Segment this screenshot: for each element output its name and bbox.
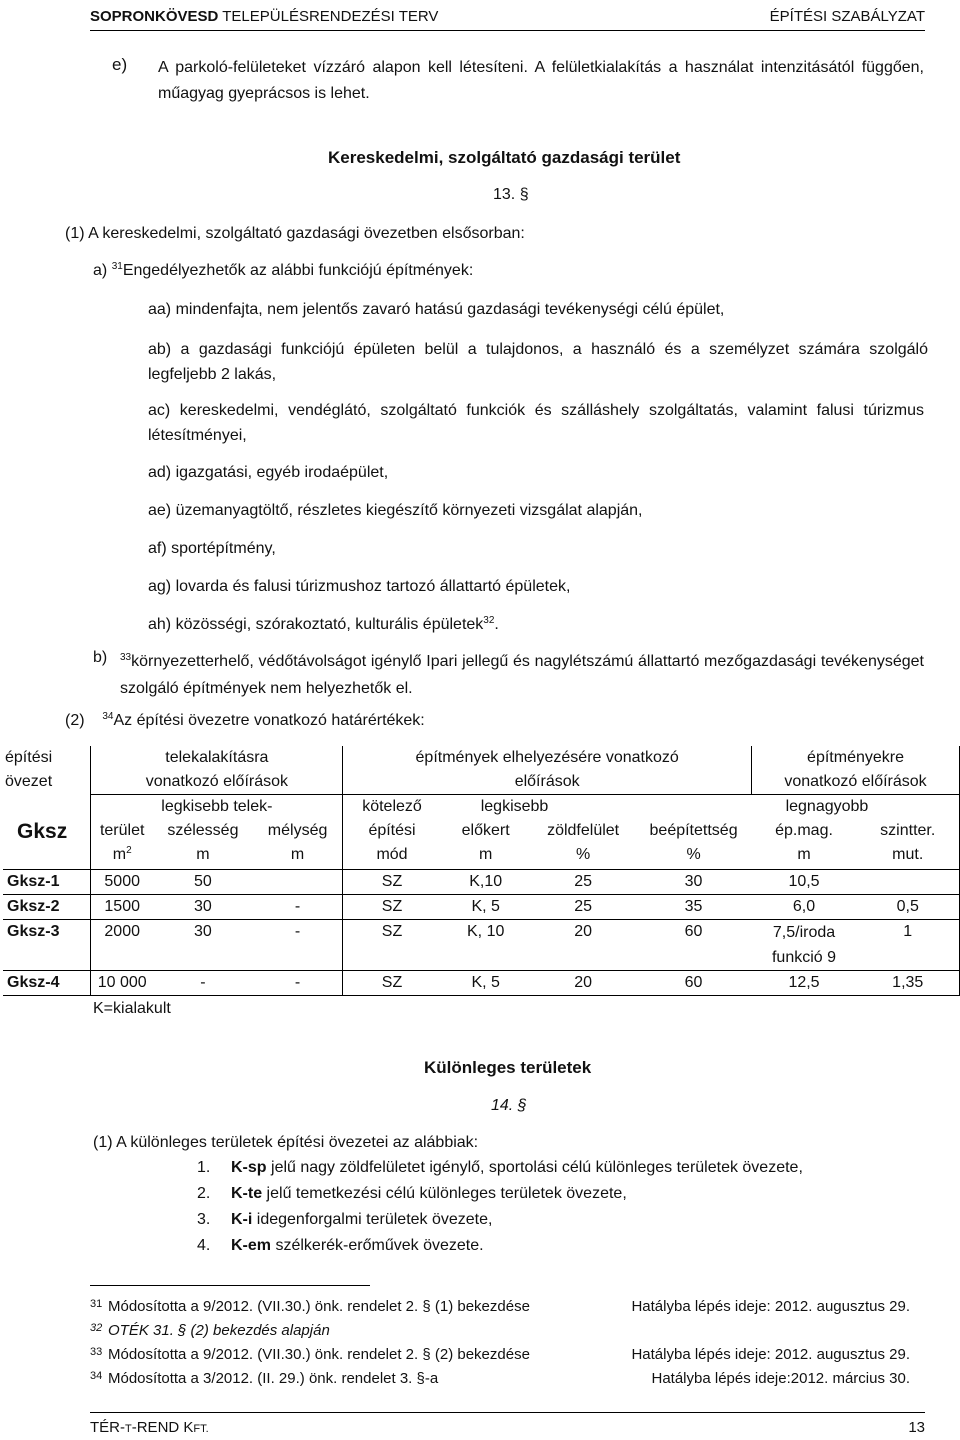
section14-item [197, 1237, 484, 1255]
b-text: környezetterhelő, védőtávolságot igénylő Ipari jellegű és nagylétszámú állattartó mezőgazdasági tevékenységet szolgáló építmények nem helyezhetők el. [120, 653, 924, 697]
footnote-text: Módosította a 9/2012. (VII.30.) önk. rendelet 2. § (1) bekezdése [108, 1298, 530, 1315]
table-cell: 20 [531, 971, 636, 996]
th-build: építményekre vonatkozó előírások [752, 746, 960, 795]
section13-p1: (1) A kereskedelmi, szolgáltató gazdasági övezetben elsősorban: [65, 225, 525, 242]
section14-item [197, 1185, 627, 1203]
table-cell: K, 10 [441, 920, 531, 971]
section14-number: 14. § [491, 1097, 527, 1114]
unit-0: m [112, 846, 127, 863]
header-left-rest: TELEPÜLÉSRENDEZÉSI TERV [218, 8, 439, 25]
footer-company-b: -REND K [131, 1419, 194, 1436]
footnote-num: 32 [90, 1322, 103, 1334]
intro-text: A parkoló-felületeket vízzáró alapon kell létesíteni. A felületkialakítás a használat intenzitásától függően, műagyag gyeprácsos is lehet. [158, 59, 924, 102]
footnote-num: 33 [90, 1346, 103, 1358]
table-row [3, 870, 960, 895]
th-col-0: terület [91, 819, 153, 843]
row-zone: Gksz-4 [3, 971, 91, 996]
table-cell: K,10 [441, 870, 531, 895]
table-cell: 20 [531, 920, 636, 971]
th-unit-0 [91, 843, 153, 870]
th-place: építmények elhelyezésére vonatkozó előírások [343, 746, 752, 795]
table-cell: 25 [531, 895, 636, 920]
footer-company-small: T [125, 1423, 132, 1435]
item-af: af) sportépítmény, [148, 540, 276, 557]
th-min-lot: legkisebb telek- [91, 795, 343, 820]
th-col-8: szintter. [856, 819, 959, 843]
item-aa: aa) mindenfajta, nem jelentős zavaró hatású gazdasági tevékenységi célú épület, [148, 301, 725, 318]
section14-item [197, 1159, 803, 1177]
footnote-ref-33: 33 [120, 652, 132, 663]
th-unit-6: % [686, 846, 701, 863]
table-cell: 30 [636, 870, 752, 895]
table-cell: - [253, 920, 343, 971]
footnote [90, 1346, 530, 1363]
footnote-num: 34 [90, 1370, 103, 1382]
table-cell: 10 000 [91, 971, 153, 996]
th-unit-7: m [797, 846, 811, 863]
table-cell [856, 870, 959, 895]
section14-item-code: K-em [231, 1237, 272, 1254]
table-cell: SZ [343, 971, 441, 996]
table-cell: - [253, 971, 343, 996]
section14-item-text: idegenforgalmi területek övezete, [252, 1211, 493, 1228]
item-ad: ad) igazgatási, egyéb irodaépület, [148, 464, 389, 481]
b-marker: b) [93, 649, 108, 666]
th-unit-8: mut. [856, 843, 959, 870]
table-cell: 10,5 [752, 870, 857, 895]
ah-text: ah) közösségi, szórakoztató, kulturális épületek [148, 616, 484, 633]
unit-0-sup: 2 [126, 845, 132, 856]
footnote [90, 1298, 530, 1315]
p2-marker: (2) [65, 712, 85, 729]
table-header-row-3 [3, 819, 960, 843]
table-cell: 1 [856, 920, 959, 971]
section14-item-text: jelű temetkezési célú különleges területek övezete, [262, 1185, 627, 1202]
row-zone: Gksz-3 [3, 920, 91, 971]
th-lot: telekalakításra vonatkozó előírások [91, 746, 343, 795]
a-marker: a) [93, 262, 108, 279]
table-cell: 50 [153, 870, 253, 895]
table-cell: 35 [636, 895, 752, 920]
table-cell: K, 5 [441, 895, 531, 920]
th-col-5: zöldfelület [547, 822, 620, 839]
footnote-effective-date: Hatályba lépés ideje: 2012. augusztus 29. [631, 1298, 910, 1315]
th-mandatory: kötelező [343, 795, 441, 820]
footnote-text: Módosította a 9/2012. (VII.30.) önk. rendelet 2. § (2) bekezdése [108, 1346, 530, 1363]
header-left-bold: SOPRONKÖVESD [90, 8, 219, 25]
footnote-separator [90, 1285, 370, 1286]
th-col-1: szélesség [167, 822, 239, 839]
th-zone: építési övezet [5, 749, 53, 790]
section14-item-num: 2. [197, 1185, 211, 1202]
footnote-effective-date: Hatályba lépés ideje:2012. március 30. [651, 1370, 910, 1387]
section14-item-text: jelű nagy zöldfelületet igénylő, sportolási célú különleges területek övezete, [266, 1159, 803, 1176]
row-zone: Gksz-2 [3, 895, 91, 920]
footer-company [90, 1419, 209, 1436]
table-cell: 25 [531, 870, 636, 895]
footnote-num: 31 [90, 1298, 103, 1310]
item-ac: ac) kereskedelmi, vendéglátó, szolgáltató funkciók és szálláshely szolgáltatás, valamint falusi túrizmus létesítményei, [148, 402, 924, 444]
table-cell: 60 [636, 920, 752, 971]
table-cell: 7,5/iroda funkció 9 [752, 920, 857, 971]
table-cell: 2000 [91, 920, 153, 971]
table-cell [253, 870, 343, 895]
section14-title: Különleges területek [424, 1058, 592, 1077]
table-cell: SZ [343, 920, 441, 971]
footnote-ref-34: 34 [102, 711, 114, 722]
footer-company-small2: FT. [193, 1423, 209, 1435]
page-footer [90, 1412, 925, 1436]
table-cell: 30 [153, 920, 253, 971]
section14-item-text: szélkerék-erőművek övezete. [271, 1237, 484, 1254]
header-left [90, 8, 438, 25]
section13-title: Kereskedelmi, szolgáltató gazdasági terület [328, 148, 681, 167]
item-ag: ag) lovarda és falusi túrizmushoz tartozó állattartó épületek, [148, 578, 571, 595]
row-zone: Gksz-1 [3, 870, 91, 895]
table-cell: 6,0 [752, 895, 857, 920]
section13-number: 13. § [493, 186, 529, 203]
footnote-text: OTÉK 31. § (2) bekezdés alapján [108, 1322, 330, 1339]
page-header [90, 4, 925, 31]
ah-end: . [494, 616, 499, 633]
th-col-7: ép.mag. [775, 822, 833, 839]
table-header-row-1 [3, 746, 960, 795]
table-cell: 0,5 [856, 895, 959, 920]
th-min: legkisebb [441, 795, 636, 820]
table-header-row-2 [3, 795, 960, 820]
table-cell: 30 [153, 895, 253, 920]
th-col-6: beépítettség [649, 822, 738, 839]
footnote-effective-date: Hatályba lépés ideje: 2012. augusztus 29. [631, 1346, 910, 1363]
zone-code: Gksz [17, 819, 68, 843]
table-cell: 1500 [91, 895, 153, 920]
table-cell: SZ [343, 870, 441, 895]
section14-item-code: K-sp [231, 1159, 267, 1176]
footer-company-a: TÉR- [90, 1419, 125, 1436]
section13-a [93, 262, 473, 280]
th-col-3: építési [343, 819, 441, 843]
table-row [3, 920, 960, 971]
section14-item-num: 1. [197, 1159, 211, 1176]
item-ab: ab) a gazdasági funkciójú épületen belül a tulajdonos, a használó és a személyzet számára szolgáló legfeljebb 2 lakás, [148, 341, 928, 383]
section14-p1: (1) A különleges területek építési övezetei az alábbiak: [93, 1134, 479, 1151]
th-col-2: mélység [267, 822, 328, 839]
table-row [3, 971, 960, 996]
table-cell: 60 [636, 971, 752, 996]
item-ae: ae) üzemanyagtöltő, részletes kiegészítő környezeti vizsgálat alapján, [148, 502, 643, 519]
th-unit-3: mód [343, 843, 441, 870]
footnote [90, 1370, 438, 1387]
section14-item [197, 1211, 492, 1229]
limits-table [3, 746, 960, 996]
th-unit-5: % [575, 846, 591, 863]
b-paragraph [120, 649, 924, 701]
table-header-row-4 [3, 843, 960, 870]
table-cell: K, 5 [441, 971, 531, 996]
table-cell: 12,5 [752, 971, 857, 996]
th-unit-2: m [290, 846, 305, 863]
section14-item-num: 4. [197, 1237, 211, 1254]
section14-item-code: K-te [231, 1185, 263, 1202]
page-number: 13 [908, 1419, 925, 1436]
footnote-ref-32: 32 [483, 615, 495, 626]
a-text: Engedélyezhetők az alábbi funkciójú építmények: [122, 262, 474, 279]
th-col-4: előkert [461, 822, 510, 839]
table-row [3, 895, 960, 920]
intro-marker: e) [112, 55, 128, 74]
section13-p2 [65, 712, 425, 730]
th-max: legnagyobb [636, 795, 960, 820]
header-right: ÉPÍTÉSI SZABÁLYZAT [769, 8, 925, 25]
table-cell: - [253, 895, 343, 920]
section14-item-num: 3. [197, 1211, 211, 1228]
table-body [3, 870, 960, 996]
section14-item-code: K-i [231, 1211, 253, 1228]
footnote-ref-31: 31 [111, 261, 123, 272]
table-note: K=kialakult [93, 1000, 171, 1017]
footnote [90, 1322, 330, 1339]
p2-text: Az építési övezetre vonatkozó határértékek: [113, 712, 425, 729]
th-unit-4: m [479, 846, 493, 863]
table-cell: 1,35 [856, 971, 959, 996]
table-cell: 5000 [91, 870, 153, 895]
table-cell: SZ [343, 895, 441, 920]
footnote-text: Módosította a 3/2012. (II. 29.) önk. rendelet 3. §-a [108, 1370, 439, 1387]
th-unit-1: m [196, 846, 210, 863]
table-cell: - [153, 971, 253, 996]
item-ah [148, 612, 928, 639]
